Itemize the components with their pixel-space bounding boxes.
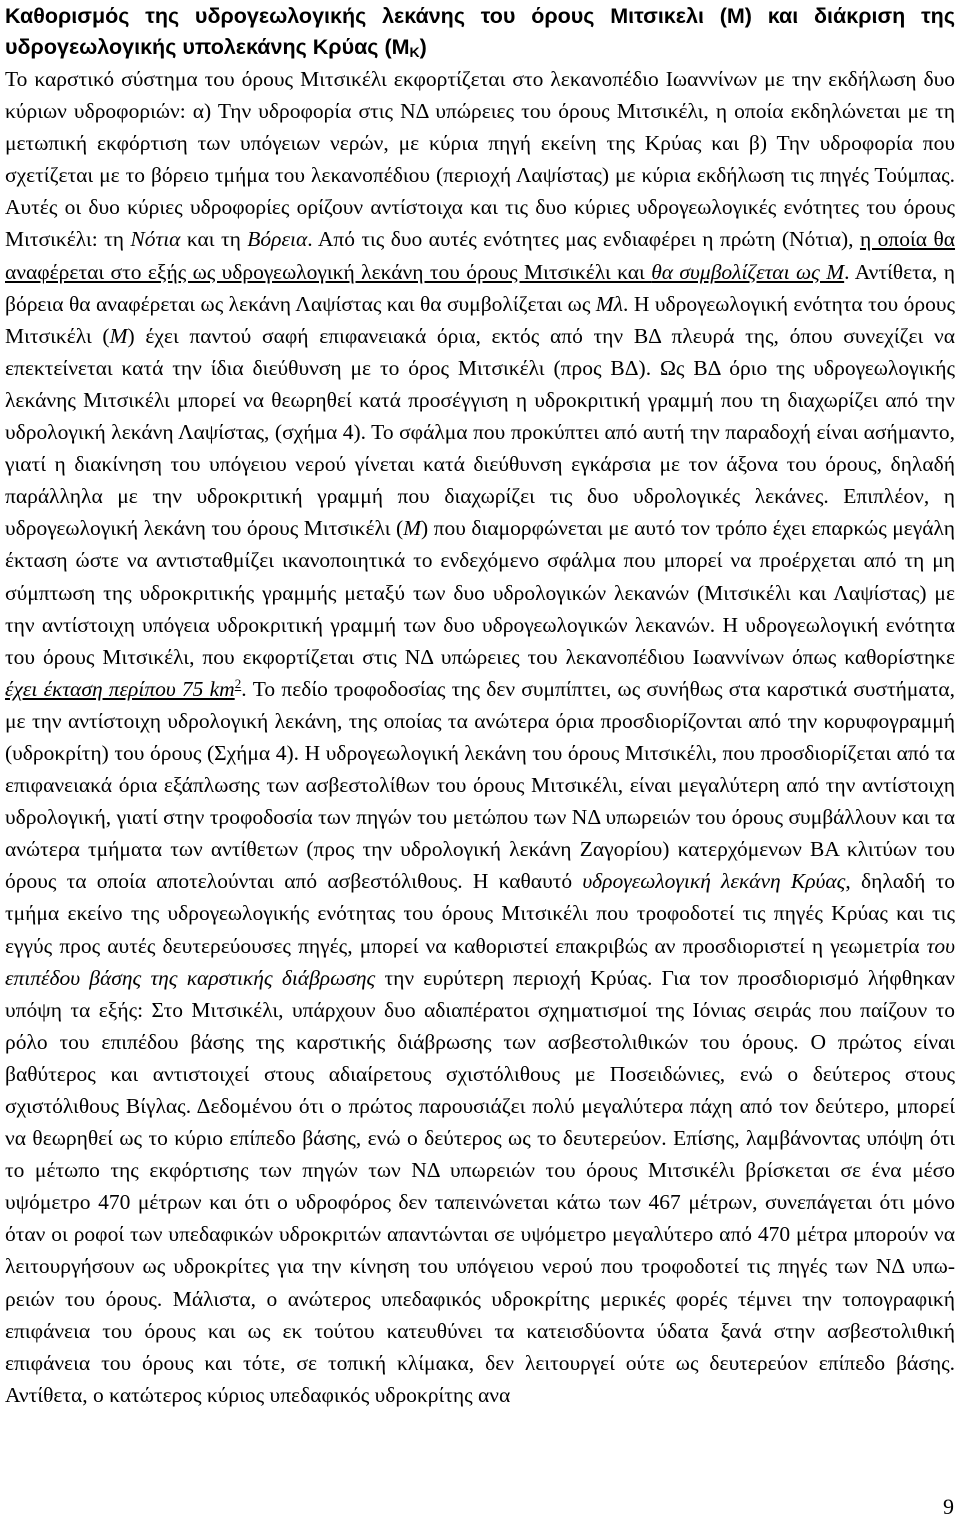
underlined-run: η οποία θα αναφέρεται στο εξής ως υδρογεωλογική λεκάνη του όρους Μιτσικέλι και bbox=[5, 227, 956, 284]
italic-run: Μ bbox=[109, 323, 128, 348]
superscript: 2 bbox=[234, 675, 242, 691]
section-heading bbox=[5, 0, 955, 63]
text-run: , δηλαδή το τμήμα εκείνο της υδρογεωλογικής ενότητας του όρους Μιτσικέλι που τροφοδοτεί τις πηγές Κρύας και τις εγγύς προς αυτές δευτερεύουσες πηγές, μπορεί να καθοριστεί επακριβώς αν προσδιοριστεί η γεωμετρία bbox=[5, 869, 956, 958]
text-run: ) έχει παντού σαφή επιφανειακά όρια, εκτός από την ΒΔ πλευρά της, όπου συνεχίζει να επεκτείνεται κατά την ίδια διεύθυνση με το όρος Μιτσικέλι (προς ΒΔ). Ως ΒΔ όριο της υδρογεωλογικής λεκάνης Μιτσικέλι μπορεί να θεωρηθεί κατά προσέγγιση η υδροκριτική γραμμή που τη διαχωρίζει από την υδρολογική λεκάνη Λαψίστας, (σχήμα 4). Το σφάλμα που προκύπτει από αυτή την παραδοχή είναι ασήμαντο, γιατί η διακίνηση του υπόγειου νερού γίνεται κατά διεύθυνση εγκάρσια με τον άξονα του όρους, δηλαδή παράλληλα με την υδροκριτική γραμμή που διαχωρίζει τις δυο υδρολογικές λεκάνες. Επιπλέον, η υδρογεωλογική λεκάνη του όρους Μιτσικέλι ( bbox=[5, 323, 955, 541]
italic-run: Νότια bbox=[130, 227, 181, 252]
text-run: . Από τις δυο αυτές ενότητες μας ενδιαφέρει η πρώτη (Νότια), bbox=[307, 227, 860, 252]
text-run: . Αντίθετα, η βόρεια θα αναφέρεται ως λεκάνη Λαψίστας και θα συμβολίζεται ως bbox=[5, 259, 956, 316]
underlined-italic-run: θα συμβολίζεται ως Μ bbox=[651, 259, 845, 284]
heading-subscript: Κ bbox=[409, 44, 420, 60]
page-number: 9 bbox=[943, 1494, 954, 1519]
text-run: . Το πεδίο τροφοδοσίας της δεν συμπίπτει, ως συνήθως στα καρστικά συστήματα, με την αντίστοιχη υδρολογική λεκάνη, της οποίας τα ανώτερα όρια προσδιορίζονται από την κορυφογραμμή (υδροκρίτη) του όρους (Σχήμα 4). Η υδρογεωλογική λεκάνη του όρους Μιτσικέλι, που προσδιορίζεται από τα επιφανειακά όρια εξάπλωσης των ασβεστολίθων του όρους Μιτσικέλι, είναι μεγαλύτερη από την αντίστοιχη υδρολογική, γιατί στην τροφοδοσία των πηγών του μετώπου των ΝΔ υπωρειών του όρους συμβάλλουν και τα ανώτερα τμήματα των αντίθετων (προς την υδρολογική λεκάνη Ζαγορίου) κατερχόμενων ΒΑ κλιτύων του όρους τα οποία αποτελούνται από ασβεστόλιθους. Η καθαυτό bbox=[5, 676, 955, 894]
italic-run: του επιπέδου βάσης της καρστικής διάβρωσης bbox=[5, 933, 955, 990]
document-page bbox=[5, 0, 955, 1411]
text-run: και τη bbox=[180, 227, 248, 252]
heading-text-end: ) bbox=[419, 35, 427, 59]
underlined-italic-run: έχει έκταση περίπου 75 km bbox=[5, 676, 235, 701]
italic-run: υδρογεωλογική λεκάνη Κρύας bbox=[582, 869, 846, 894]
italic-run: Μλ bbox=[595, 291, 624, 316]
text-run: ) που διαμορφώνεται με αυτό τον τρόπο έχει επαρκώς μεγάλη έκταση ώστε να αντισταθμίζει ικανοποιητικά το ενδεχόμενο σφάλμα που μπορεί να προέρχεται από τη μη σύμπτωση της υδροκριτικής γραμμής μεταξύ των δυο υδρολογικών λεκανών (Μιτσικέλι και Λαψίστας) με την αντίστοιχη υπόγεια υδροκριτική γραμμή των δυο υδρογεωλογικών λεκανών. Η υδρογεωλογική ενότητα του όρους Μιτσικέλι, που εκφορτίζεται στις ΝΔ υπώρειες του λεκανοπέδιου Ιωαννίνων όπως καθορίστηκε bbox=[5, 516, 955, 669]
text-run: . Η υδρογεωλογική ενότητα του όρους Μιτσικέλι ( bbox=[5, 291, 955, 348]
italic-run: Μ bbox=[403, 516, 422, 541]
text-run: Το καρστικό σύστημα του όρους Μιτσικέλι εκφορτίζεται στο λεκανοπέδιο Ιωαννίνων με την εκδήλωση δυο κύριων υδροφοριών: α) Την υδροφορία στις ΝΔ υπώρειες του όρους Μιτσικέλι, η οποία εκδηλώνεται με τη μετωπική εκφόρτιση των υπόγειων νερών, με κύρια πηγή εκείνη της Κρύας και β) Την υδροφορία που σχετίζεται με το βόρειο τμήμα του λεκανοπέδιου (περιοχή Λαψίστας) με κύρια εκδήλωση τις πηγές Τούμπας. Αυτές οι δυο κύριες υδροφορίες ορίζουν αντίστοιχα και τις δυο κύριες υδρογεωλογικές ενότητες του όρους Μιτσικέλι: τη bbox=[5, 67, 955, 252]
body-paragraph bbox=[5, 63, 955, 1411]
text-run: την ευρύτερη περιοχή Κρύας. Για τον προσδιορισμό λήφθηκαν υπόψη τα εξής: Στο Μιτσικέλι, υπάρχουν δυο αδιαπέρατοι σχηματισμοί της Ιόνιας σειράς που παίζουν το ρόλο του επιπέδου βάσης της καρστικής διάβρωσης των ασβεστολιθικών του όρους. Ο πρώτος είναι βαθύτερος και αντιστοιχεί στους αδιαίρετους σχιστόλιθους με Ποσειδώνιες, ενώ ο δεύτερος στους σχιστόλιθους Βίγλας. Δεδομένου ότι ο πρώτος παρουσιάζει πολύ μεγαλύτερα πάχη από τον δεύτερο, μπορεί να θεωρηθεί ως το κύριο επίπεδο βάσης, ενώ ο δεύτερος ως το δευτερεύον. Επίσης, λαμβάνοντας υπόψη ότι το μέτωπο της εκφόρτισης των πηγών των ΝΔ υπωρειών του όρους Μιτσικέλι βρίσκεται σε ένα μέσο υψόμετρο 470 μέτρων και ότι ο υδροφόρος δεν ταπεινώνεται κάτω των 467 μέτρων, συνεπάγεται ότι μόνο όταν οι ροφοί των υπεδαφικών υδροκριτών απαντώνται σε υψόμετρο μεγαλύτερο από 470 μέτρα μπορούν να λειτουργήσουν ως υδροκρίτες για την κίνηση του υπόγειου νερού που τροφοδοτεί τις πηγές των ΝΔ υπωρειών του όρους. Μάλιστα, ο ανώτερος υπεδαφικός υδροκρίτης μερικές φορές τέμνει την τοπογραφική επιφάνεια του όρους και ως εκ τούτου κατευθύνει τα κατεισδύοντα ύδατα ξανά στην ασβεστολιθική επιφάνεια του όρους και τότε, σε τοπική κλίμακα, δεν λειτουργεί ούτε ως δευτερεύον επίπεδο βάσης. Αντίθετα, ο κατώτερος κύριος υπεδαφικός υδροκρίτης ανα bbox=[5, 965, 955, 1407]
italic-run: Βόρεια bbox=[247, 227, 308, 252]
heading-text: Καθορισμός της υδρογεωλογικής λεκάνης του όρους Μιτσικελι (Μ) και διάκριση της υδρογεωλογικής υπολεκάνης Κρύας (Μ bbox=[5, 4, 955, 59]
